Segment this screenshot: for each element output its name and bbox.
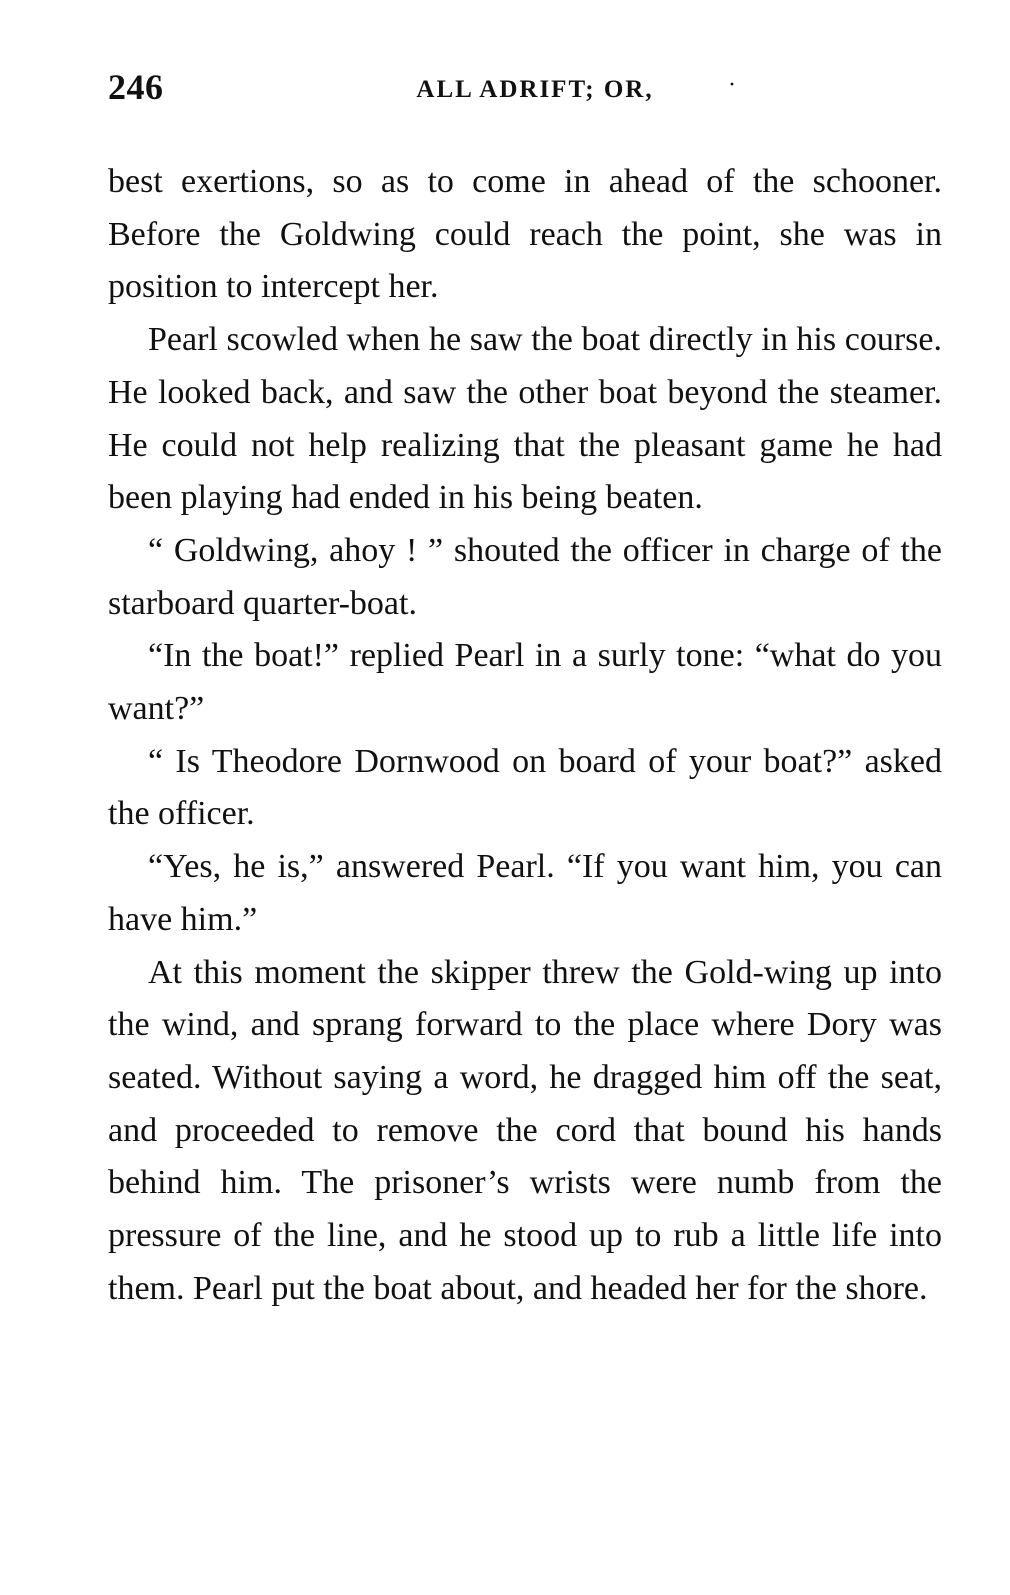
paragraph-2: Pearl scowled when he saw the boat directly in his course. He looked back, and saw the other boat beyond the steamer. He could not help realizing that the pleasant game he had been playing had ended in his being beaten. <box>108 321 942 517</box>
paragraph-7: At this moment the skipper threw the Gold-wing up into the wind, and sprang forward to the place where Dory was seated. Without saying a word, he dragged him off the seat, and proceeded to remove the cord that bound his hands behind him. The prisoner’s wrists were numb from the pressure of the line, and he stood up to rub a little life into them. Pearl put the boat about, and headed her for the shore. <box>108 953 942 1307</box>
paragraph-3: “ Goldwing, ahoy ! ” shouted the officer in charge of the starboard quarter-boat. <box>108 531 942 622</box>
running-title: ALL ADRIFT; OR, <box>416 76 654 103</box>
print-speck: · <box>728 72 736 98</box>
book-page <box>108 62 942 1315</box>
body-text <box>108 156 942 1315</box>
running-head <box>108 62 942 112</box>
paragraph-5: “ Is Theodore Dornwood on board of your boat?” asked the officer. <box>108 742 942 833</box>
paragraph-1: best exertions, so as to come in ahead of the schooner. Before the Goldwing could reach the point, she was in position to intercept her. <box>108 163 942 306</box>
paragraph-4: “In the boat!” replied Pearl in a surly tone: “what do you want?” <box>108 637 942 728</box>
paragraph-6: “Yes, he is,” answered Pearl. “If you want him, you can have him.” <box>108 848 942 938</box>
page-number: 246 <box>108 67 164 107</box>
